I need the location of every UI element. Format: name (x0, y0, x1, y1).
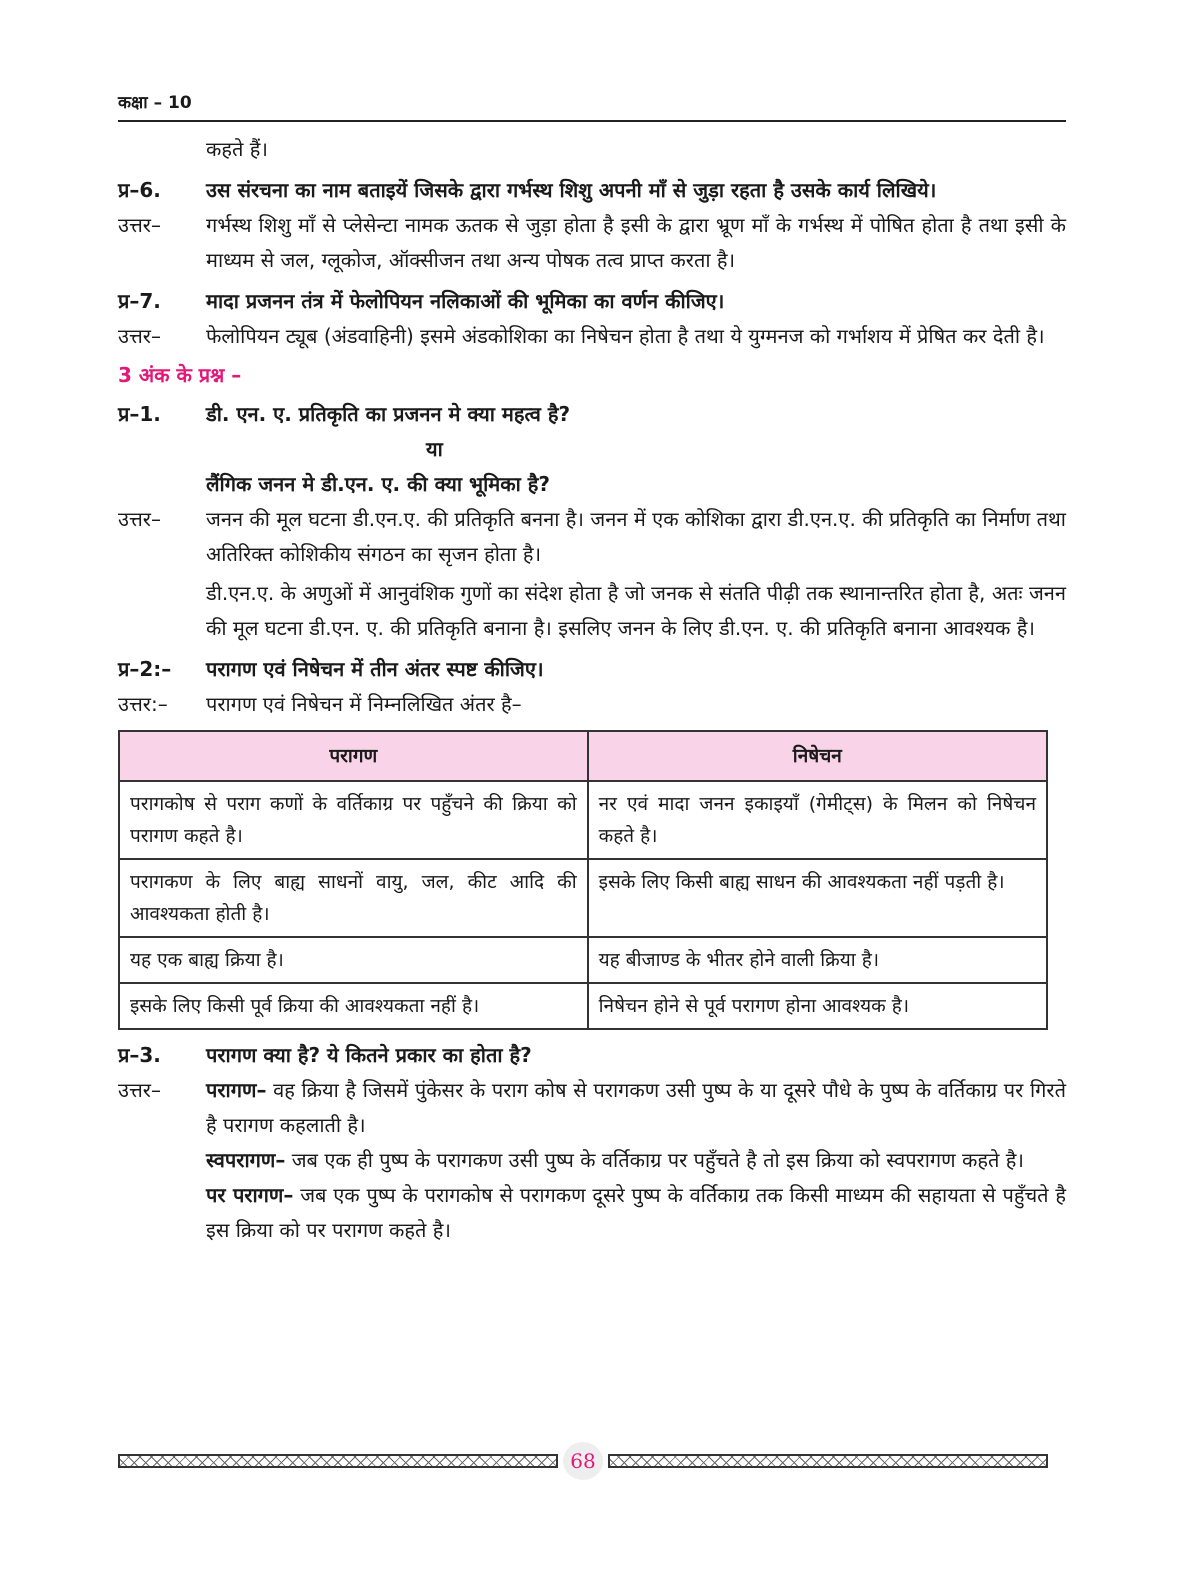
table-cell: यह एक बाह्य क्रिया है। (119, 937, 588, 983)
definition: वह क्रिया है जिसमें पुंकेसर के पराग कोष से परागकण उसी पुष्प के या दूसरे पौधे के पुष्प के वर्तिकाग्र पर गिरते है परागण कहलाती है। (206, 1078, 1066, 1137)
continued-text: कहते हैं। (206, 137, 268, 161)
answer-6 (118, 208, 1066, 278)
section-heading: 3 अंक के प्रश्न – (118, 363, 242, 387)
table-row (119, 781, 1047, 859)
page-header: कक्षा – 10 (118, 93, 192, 113)
answer-label: उत्तर– (118, 213, 161, 237)
or-separator: या (426, 437, 443, 461)
question-text: परागण एवं निषेचन में तीन अंतर स्पष्ट कीजिए। (206, 657, 544, 681)
answer-label: उत्तर– (118, 324, 161, 348)
table-row (119, 859, 1047, 937)
question-text-alt: लैंगिक जनन मे डी.एन. ए. की क्या भूमिका है? (206, 472, 550, 496)
question-label: प्र–1. (118, 402, 161, 426)
answer-text: फेलोपियन ट्यूब (अंडवाहिनी) इसमे अंडकोशिका का निषेचन होता है तथा ये युग्मनज को गर्भाशय में प्रेषित कर देती है। (206, 324, 1045, 348)
question-label: प्र–2:– (118, 657, 172, 681)
comparison-table (118, 730, 1048, 1030)
answer-7 (118, 319, 1066, 354)
table-row (119, 937, 1047, 983)
term: परागण– (206, 1078, 267, 1102)
table-header: निषेचन (588, 731, 1047, 781)
question-7 (118, 284, 1066, 319)
answer-text: परागण एवं निषेचन में निम्नलिखित अंतर है– (206, 692, 522, 716)
answer-3 (118, 1073, 1066, 1248)
table-cell: परागकण के लिए बाह्य साधनों वायु, जल, कीट आदि की आवश्यकता होती है। (119, 859, 588, 937)
page-content (118, 132, 1066, 1248)
answer-paragraph: जनन की मूल घटना डी.एन.ए. की प्रतिकृति बनना है। जनन में एक कोशिका द्वारा डी.एन.ए. की प्रतिकृति का निर्माण तथा अतिरिक्त कोशिकीय संगठन का सृजन होता है। (206, 507, 1066, 566)
table-header: परागण (119, 731, 588, 781)
page-number: 68 (563, 1442, 603, 1480)
table-row (119, 983, 1047, 1029)
question-6 (118, 173, 1066, 208)
answer-1 (118, 502, 1066, 646)
question-label: प्र–6. (118, 178, 161, 202)
definition: जब एक पुष्प के परागकोष से परागकण दूसरे पुष्प के वर्तिकाग्र तक किसी माध्यम की सहायता से पहुँचते है इस क्रिया को पर परागण कहते है। (206, 1183, 1066, 1242)
question-text: डी. एन. ए. प्रतिकृति का प्रजनन मे क्या महत्व है? (206, 402, 571, 426)
answer-2 (118, 687, 1066, 722)
table-cell: निषेचन होने से पूर्व परागण होना आवश्यक है। (588, 983, 1047, 1029)
definition: जब एक ही पुष्प के परागकण उसी पुष्प के वर्तिकाग्र पर पहुँचते है तो इस क्रिया को स्वपरागण कहते है। (285, 1148, 1024, 1172)
definition-cross-pollination (206, 1178, 1066, 1248)
question-2 (118, 652, 1066, 687)
page-footer (118, 1446, 1048, 1476)
term: पर परागण– (206, 1183, 294, 1207)
term: स्वपरागण– (206, 1148, 286, 1172)
header-rule (118, 120, 1066, 122)
question-text: मादा प्रजनन तंत्र में फेलोपियन नलिकाओं की भूमिका का वर्णन कीजिए। (206, 289, 725, 313)
question-text: परागण क्या है? ये कितने प्रकार का होता है? (206, 1043, 532, 1067)
answer-text: गर्भस्थ शिशु माँ से प्लेसेन्टा नामक ऊतक से जुड़ा होता है इसी के द्वारा भ्रूण माँ के गर्भस्थ में पोषित होता है तथा इसी के माध्यम से जल, ग्लूकोज, ऑक्सीजन तथा अन्य पोषक तत्व प्राप्त करता है। (206, 213, 1066, 272)
answer-label: उत्तर– (118, 1078, 161, 1102)
table-cell: इसके लिए किसी बाह्य साधन की आवश्यकता नहीं पड़ती है। (588, 859, 1047, 937)
table-cell: परागकोष से पराग कणों के वर्तिकाग्र पर पहुँचने की क्रिया को परागण कहते है। (119, 781, 588, 859)
table-cell: यह बीजाण्ड के भीतर होने वाली क्रिया है। (588, 937, 1047, 983)
question-label: प्र–7. (118, 289, 161, 313)
table-cell: नर एवं मादा जनन इकाइयाँ (गेमीट्स) के मिलन को निषेचन कहते है। (588, 781, 1047, 859)
question-text: उस संरचना का नाम बताइयें जिसके द्वारा गर्भस्थ शिशु अपनी माँ से जुड़ा रहता है उसके कार्य लिखिये। (206, 178, 937, 202)
definition-pollination (206, 1073, 1066, 1143)
answer-label: उत्तर:– (118, 692, 168, 716)
question-3 (118, 1038, 1066, 1073)
definition-self-pollination (206, 1143, 1066, 1178)
answer-label: उत्तर– (118, 507, 161, 531)
footer-ornament-left (118, 1454, 558, 1468)
table-cell: इसके लिए किसी पूर्व क्रिया की आवश्यकता नहीं है। (119, 983, 588, 1029)
answer-paragraph: डी.एन.ए. के अणुओं में आनुवंशिक गुणों का संदेश होता है जो जनक से संतति पीढ़ी तक स्थानान्तरित होता है, अतः जनन की मूल घटना डी.एन. ए. की प्रतिकृति बनाना है। इसलिए जनन के लिए डी.एन. ए. की प्रतिकृति बनाना आवश्यक है। (206, 581, 1066, 640)
question-1 (118, 397, 1066, 502)
footer-ornament-right (608, 1454, 1048, 1468)
question-label: प्र–3. (118, 1043, 161, 1067)
